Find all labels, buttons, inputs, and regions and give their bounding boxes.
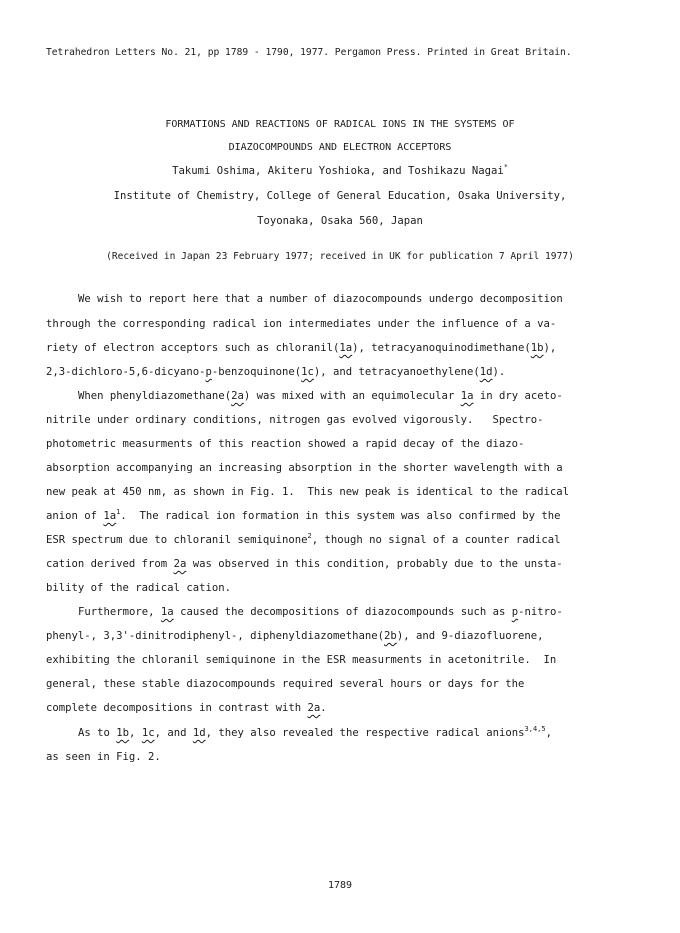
paper-title-line-1: FORMATIONS AND REACTIONS OF RADICAL IONS IN THE SYSTEMS OF	[165, 119, 515, 130]
author-list	[0, 164, 680, 178]
p2-line-7: ESR spectrum due to chloranil semiquinone$^2$, though no signal of a counter radical	[46, 532, 561, 546]
authors: Takumi Oshima, Akiteru Yoshioka, and Toshikazu Nagai	[172, 165, 504, 177]
p1-line-3: riety of electron acceptors such as chloranil(1a), tetracyanoquinodimethane(1b),	[46, 342, 557, 354]
para-prefix: p	[205, 366, 212, 378]
compound-ref: 1c	[141, 727, 155, 739]
p2-line-2: nitrile under ordinary conditions, nitrogen gas evolved vigorously. Spectro-	[46, 414, 544, 426]
compound-ref: 1a	[103, 510, 117, 522]
affiliation-line-1: Institute of Chemistry, College of General Education, Osaka University,	[113, 190, 567, 202]
p3-line-3: exhibiting the chloranil semiquinone in the ESR measurments in acetonitrile. In	[46, 654, 557, 666]
p2-line-3: photometric measurments of this reaction showed a rapid decay of the diazo-	[46, 438, 525, 450]
corresponding-author-mark: *	[503, 163, 508, 171]
p2-line-6: anion of $1a^1$. The radical ion formation in this system was also confirmed by the	[46, 508, 561, 522]
p3-line-4: general, these stable diazocompounds required several hours or days for the	[46, 678, 525, 690]
p4-line-1: As to 1b, 1c, and 1d, they also revealed the respective radical anions$^{3,4,5}$,	[78, 725, 552, 739]
p2-line-5: new peak at 450 nm, as shown in Fig. 1. This new peak is identical to the radical	[46, 486, 569, 498]
p3-line-5: complete decompositions in contrast with 2a.	[46, 702, 327, 714]
compound-ref: 1b	[116, 727, 130, 739]
paper-title-line-2: DIAZOCOMPOUNDS AND ELECTRON ACCEPTORS	[228, 142, 452, 153]
p4-line-2: as seen in Fig. 2.	[46, 751, 161, 763]
compound-ref: 1a	[339, 342, 353, 354]
p3-line-1: Furthermore, 1a caused the decompositions of diazocompounds such as p-nitro-	[78, 606, 563, 618]
compound-ref: 1b	[530, 342, 544, 354]
compound-ref: 1a	[460, 390, 474, 402]
p3-line-2: phenyl-, 3,3'-dinitrodiphenyl-, diphenyldiazomethane(2b), and 9-diazofluorene,	[46, 630, 544, 642]
p2-line-9: bility of the radical cation.	[46, 582, 231, 594]
running-header: Tetrahedron Letters No. 21, pp 1789 - 1790, 1977. Pergamon Press. Printed in Great Britain.	[46, 47, 572, 58]
affiliation-line-2: Toyonaka, Osaka 560, Japan	[257, 215, 423, 227]
para-prefix: p	[511, 606, 519, 618]
footnote-ref: 3,4,5	[524, 725, 546, 733]
p2-line-1: When phenyldiazomethane(2a) was mixed with an equimolecular 1a in dry aceto-	[78, 390, 563, 402]
p1-line-4: 2,3-dichloro-5,6-dicyano-p-benzoquinone(1c), and tetracyanoethylene(1d).	[46, 366, 506, 378]
footnote-ref: 1	[116, 508, 121, 516]
p2-line-4: absorption accompanying an increasing absorption in the shorter wavelength with a	[46, 462, 563, 474]
p1-line-1: We wish to report here that a number of diazocompounds undergo decomposition	[78, 293, 563, 305]
compound-ref: 1a	[160, 606, 174, 618]
compound-ref: 2a	[307, 702, 321, 714]
p1-line-2: through the corresponding radical ion intermediates under the influence of a va-	[46, 318, 557, 330]
compound-ref: 2a	[173, 558, 187, 570]
compound-ref: 1d	[192, 727, 206, 739]
received-dates: (Received in Japan 23 February 1977; received in UK for publication 7 April 1977)	[106, 251, 574, 262]
p2-line-8: cation derived from 2a was observed in this condition, probably due to the unsta-	[46, 558, 563, 570]
compound-ref: 2a	[231, 390, 244, 402]
compound-ref: 2b	[384, 630, 397, 642]
compound-ref: 1d	[479, 366, 493, 378]
page-number: 1789	[327, 880, 353, 891]
compound-ref: 1c	[301, 366, 314, 378]
footnote-ref: 2	[307, 532, 312, 540]
